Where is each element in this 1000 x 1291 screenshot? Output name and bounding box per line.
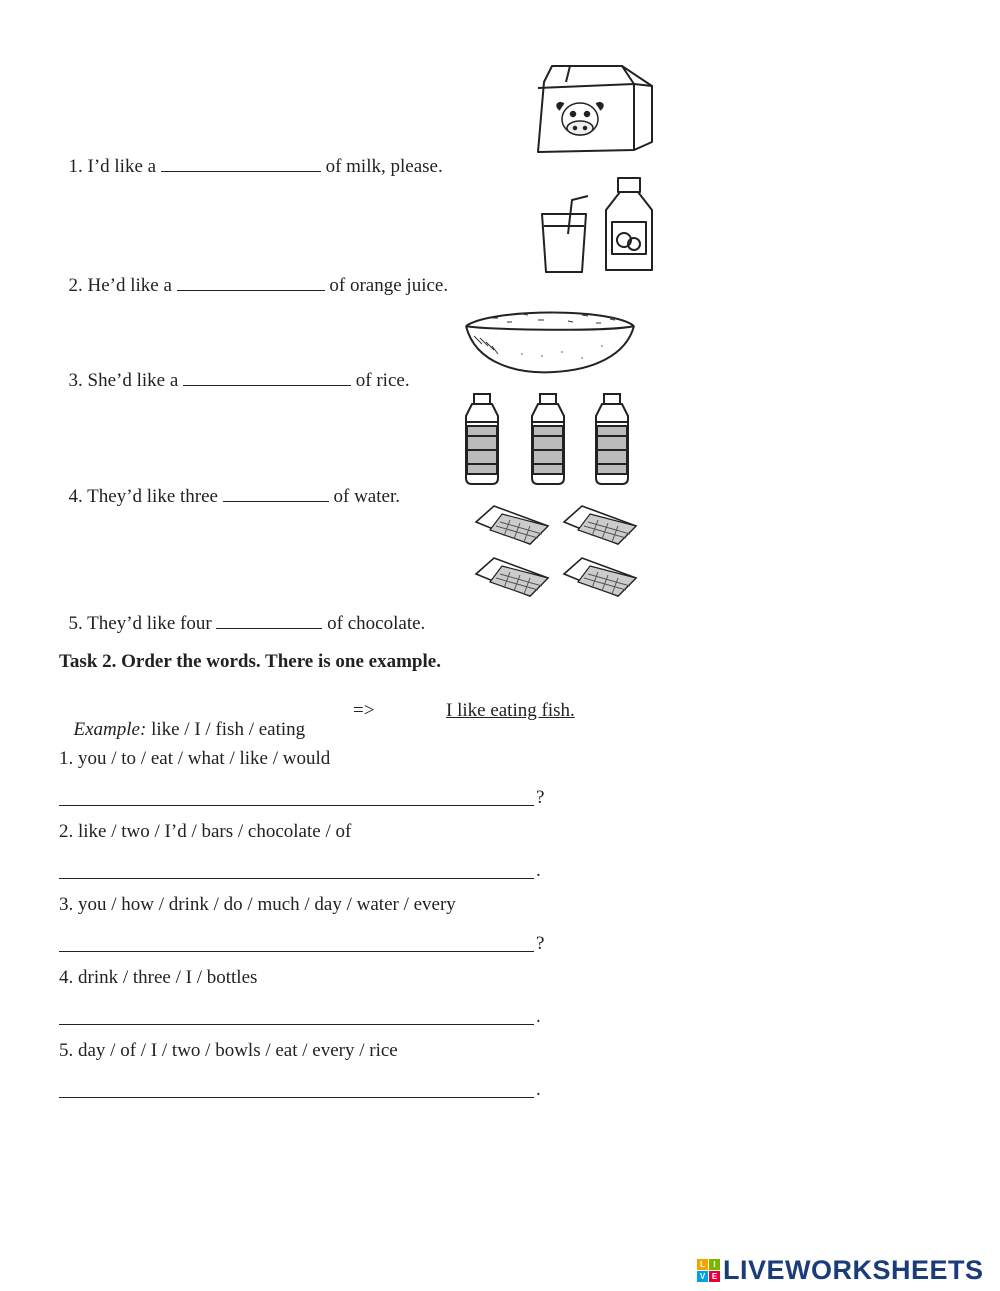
answer-punct-3: ? — [536, 933, 545, 954]
answer-line-3[interactable] — [59, 951, 534, 952]
logo-letter: I — [709, 1259, 720, 1270]
answer-punct-4: . — [536, 1006, 541, 1027]
example-label: Example: — [73, 719, 147, 740]
answer-line-5[interactable] — [59, 1097, 534, 1098]
answer-line-1[interactable] — [59, 805, 534, 806]
orange-juice-illustration — [538, 174, 662, 278]
answer-punct-5: . — [536, 1079, 541, 1100]
task2-item-1-words: 1. you / to / eat / what / like / would — [59, 748, 331, 769]
item-text-after: of rice. — [351, 370, 410, 391]
task1-item-5 — [59, 595, 425, 633]
answer-blank-2[interactable] — [177, 276, 325, 291]
answer-blank-1[interactable] — [161, 157, 321, 172]
answer-punct-1: ? — [536, 787, 545, 808]
item-text-after: of chocolate. — [322, 613, 426, 634]
task1-item-2 — [59, 257, 448, 295]
answer-blank-4[interactable] — [223, 487, 329, 502]
answer-punct-2: . — [536, 860, 541, 881]
task1-item-3 — [59, 352, 410, 390]
task1-item-1 — [59, 138, 443, 176]
item-text-after: of water. — [328, 486, 400, 507]
answer-blank-5[interactable] — [216, 614, 322, 629]
logo-blocks-icon — [697, 1259, 720, 1282]
task2-item-5-words: 5. day / of / I / two / bowls / eat / every / rice — [59, 1040, 398, 1061]
item-text-before: 5. They’d like four — [68, 613, 217, 634]
logo-letter: E — [709, 1271, 720, 1282]
example-arrow: => — [353, 700, 375, 721]
chocolate-bars-illustration — [472, 504, 652, 610]
water-bottles-illustration — [452, 392, 648, 486]
task2-example — [64, 701, 305, 739]
answer-line-2[interactable] — [59, 878, 534, 879]
milk-carton-illustration — [530, 62, 654, 156]
task1-item-4 — [59, 468, 400, 506]
task2-title: Task 2. Order the words. There is one example. — [59, 651, 441, 672]
task2-item-3-words: 3. you / how / drink / do / much / day / water / every — [59, 894, 456, 915]
logo-text: LIVEWORKSHEETS — [723, 1254, 984, 1285]
task2-item-2-words: 2. like / two / I’d / bars / chocolate / of — [59, 821, 352, 842]
item-text-after: of orange juice. — [324, 275, 449, 296]
task2-item-4-words: 4. drink / three / I / bottles — [59, 967, 258, 988]
example-answer: I like eating fish. — [446, 700, 575, 721]
item-text-before: 1. I’d like a — [68, 156, 161, 177]
example-words: like / I / fish / eating — [146, 719, 306, 740]
logo-letter: V — [697, 1271, 708, 1282]
answer-line-4[interactable] — [59, 1024, 534, 1025]
liveworksheets-logo[interactable] — [697, 1256, 984, 1284]
rice-bowl-illustration — [462, 306, 638, 376]
item-text-after: of milk, please. — [320, 156, 443, 177]
item-text-before: 4. They’d like three — [68, 486, 223, 507]
logo-letter: L — [697, 1259, 708, 1270]
answer-blank-3[interactable] — [183, 371, 351, 386]
item-text-before: 3. She’d like a — [68, 370, 184, 391]
item-text-before: 2. He’d like a — [68, 275, 177, 296]
